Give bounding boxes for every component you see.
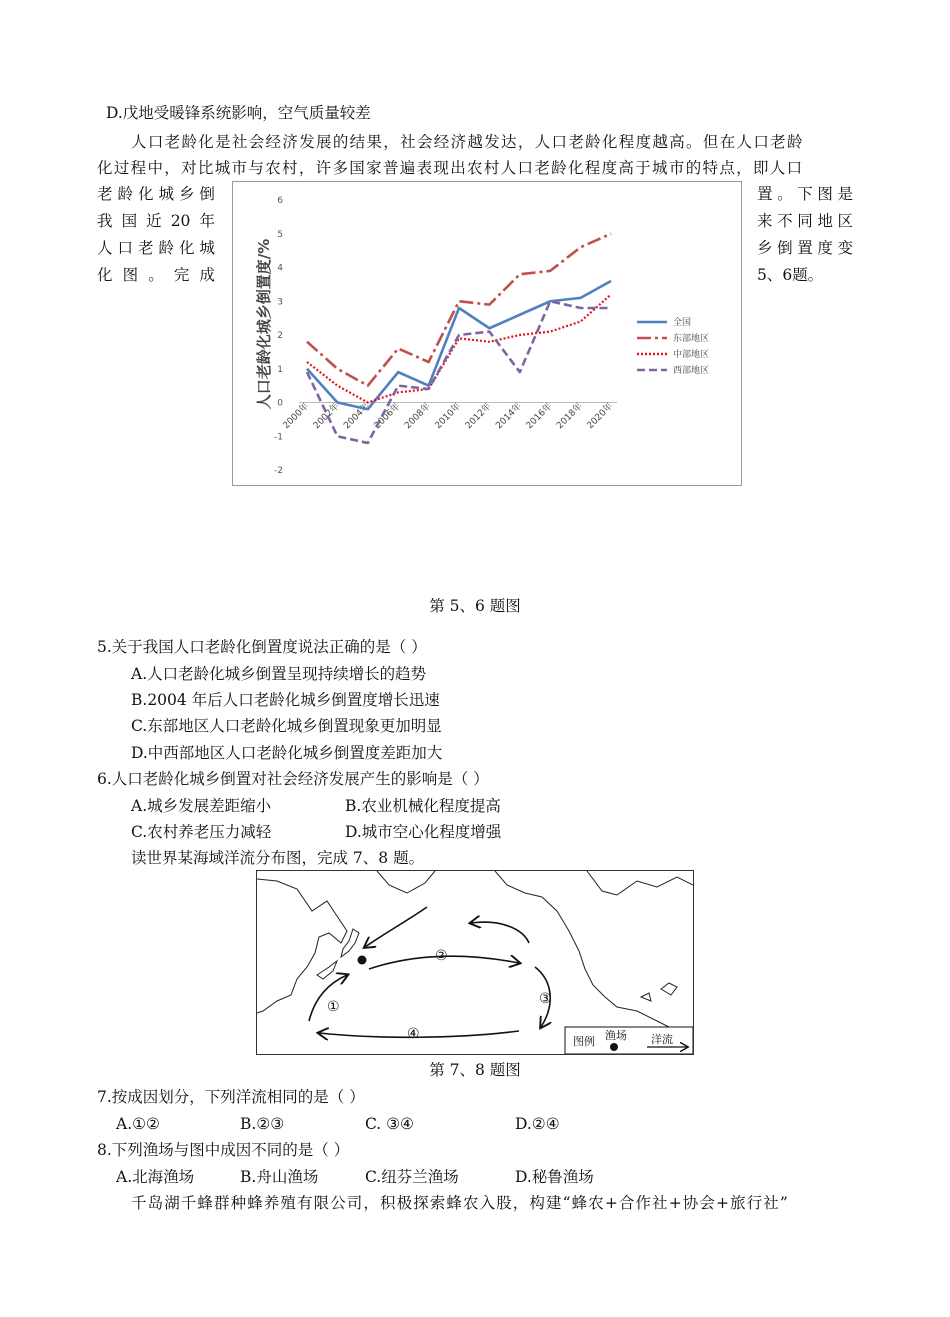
- left-line-2: 我 国 近 20 年: [97, 212, 215, 230]
- y-tick-label: 2: [277, 331, 283, 341]
- aging-chart-frame: [232, 181, 742, 486]
- question-6: 6.人口老龄化城乡倒置对社会经济发展产生的影响是（ ）: [97, 770, 489, 788]
- y-tick-label: 0: [277, 398, 283, 409]
- x-tick-label: 2012年: [463, 401, 494, 432]
- figure-7-8-caption: 第 7、8 题图: [429, 1061, 521, 1079]
- y-tick-label: 6: [277, 196, 283, 206]
- series-line-1: [307, 281, 611, 409]
- x-tick-label: 2014年: [494, 401, 524, 432]
- paragraph-line-2: 化过程中，对比城市与农村，许多国家普遍表现出农村人口老龄化程度高于城市的特点，即人口: [97, 159, 804, 177]
- x-tick-label: 2004年: [342, 401, 372, 432]
- right-line-2: 来 不 同 地 区: [757, 212, 853, 230]
- y-tick-label: -2: [274, 466, 283, 476]
- question-5-option-c: C.东部地区人口老龄化城乡倒置现象更加明显: [131, 717, 442, 735]
- y-tick-label: 3: [277, 297, 283, 308]
- legend-fishery-label: 渔场: [605, 1029, 627, 1042]
- x-tick-label: 2018年: [555, 401, 585, 432]
- north-america-interior: [587, 871, 693, 895]
- question-7-option-c: C. ③④: [365, 1115, 414, 1133]
- ocean-current-map-drawing: [257, 871, 693, 1054]
- legend-label-3: 中部地区: [673, 350, 710, 360]
- right-line-3: 乡 倒 置 度 变: [757, 239, 853, 257]
- right-line-4: 5、6题。: [757, 266, 824, 284]
- current-label-1: ①: [327, 999, 340, 1015]
- legend-fishery-dot: [610, 1043, 618, 1051]
- question-7: 7.按成因划分，下列洋流相同的是（ ）: [97, 1088, 365, 1106]
- question-8-option-a: A.北海渔场: [116, 1168, 195, 1186]
- legend-title: 图例: [573, 1035, 595, 1048]
- question-8-option-d: D.秘鲁渔场: [515, 1168, 594, 1186]
- y-tick-label: -1: [274, 432, 283, 443]
- question-5-option-b: B.2004 年后人口老龄化城乡倒置度增长迅速: [131, 691, 440, 709]
- question-5-option-a: A.人口老龄化城乡倒置呈现持续增长的趋势: [131, 665, 427, 683]
- question-7-option-a: A.①②: [116, 1115, 160, 1133]
- current-label-3: ③: [539, 991, 552, 1007]
- question-6-option-a: A.城乡发展差距缩小: [131, 797, 272, 815]
- paragraph-line-1: 人口老龄化是社会经济发展的结果，社会经济越发达，人口老龄化程度越高。但在人口老龄: [131, 133, 804, 151]
- option-d: D.戊地受暖锋系统影响，空气质量较差: [106, 104, 371, 122]
- asia-coastline: [257, 879, 347, 1013]
- fishery-dot: [358, 956, 367, 965]
- question-8: 8.下列渔场与图中成因不同的是（ ）: [97, 1141, 350, 1159]
- x-tick-label: 2010年: [433, 401, 464, 432]
- left-line-4: 化 图 。 完 成: [97, 266, 215, 284]
- question-8-option-c: C.纽芬兰渔场: [365, 1168, 459, 1186]
- question-6-option-b: B.农业机械化程度提高: [345, 797, 501, 815]
- y-tick-label: 1: [277, 364, 283, 375]
- left-line-1: 老 龄 化 城 乡 倒: [97, 185, 215, 203]
- x-tick-label: 2020年: [585, 401, 616, 432]
- y-axis-title: 人口老龄化城乡倒置度/%: [255, 238, 273, 410]
- x-tick-label: 2000年: [281, 401, 312, 432]
- y-tick-label: 5: [277, 229, 283, 240]
- left-line-3: 人 口 老 龄 化 城: [97, 239, 215, 257]
- question-6-option-c: C.农村养老压力减轻: [131, 823, 272, 841]
- x-tick-label: 2008年: [403, 401, 433, 432]
- question-5-option-d: D.中西部地区人口老龄化城乡倒置度差距加大: [131, 744, 443, 762]
- legend-label-2: 东部地区: [673, 334, 710, 344]
- legend-label-1: 全国: [673, 318, 692, 328]
- kamchatka-coastline: [377, 871, 435, 893]
- question-7-option-b: B.②③: [240, 1115, 285, 1133]
- figure-5-6-caption: 第 5、6 题图: [429, 597, 521, 615]
- aging-inversion-chart: [233, 182, 741, 485]
- question-6-option-d: D.城市空心化程度增强: [345, 823, 502, 841]
- oyashio-arrow: [365, 907, 427, 947]
- current-label-4: ④: [407, 1026, 420, 1042]
- x-tick-label: 2006年: [372, 401, 403, 432]
- right-line-1: 置 。 下 图 是: [757, 185, 853, 203]
- north-current-arrow: [471, 922, 529, 943]
- pacific-islands: [641, 983, 677, 1001]
- question-5: 5.关于我国人口老龄化倒置度说法正确的是（ ）: [97, 638, 427, 656]
- map-intro: 读世界某海域洋流分布图，完成 7、8 题。: [131, 849, 425, 867]
- current-label-2: ②: [435, 948, 448, 964]
- north-america-coastline: [495, 871, 693, 1039]
- y-tick-label: 4: [277, 263, 283, 274]
- x-tick-label: 2002年: [311, 401, 342, 432]
- legend-label-4: 西部地区: [673, 366, 710, 376]
- x-tick-label: 2016年: [524, 401, 555, 432]
- ocean-current-map: [256, 870, 694, 1055]
- paragraph-bee: 千岛湖千蜂群种蜂养殖有限公司，积极探索蜂农入股，构建“蜂农+合作社+协会+旅行社”: [131, 1194, 789, 1212]
- question-7-option-d: D.②④: [515, 1115, 560, 1133]
- japan-islands: [317, 929, 359, 979]
- question-8-option-b: B.舟山渔场: [240, 1168, 319, 1186]
- legend-current-label: 洋流: [651, 1033, 673, 1046]
